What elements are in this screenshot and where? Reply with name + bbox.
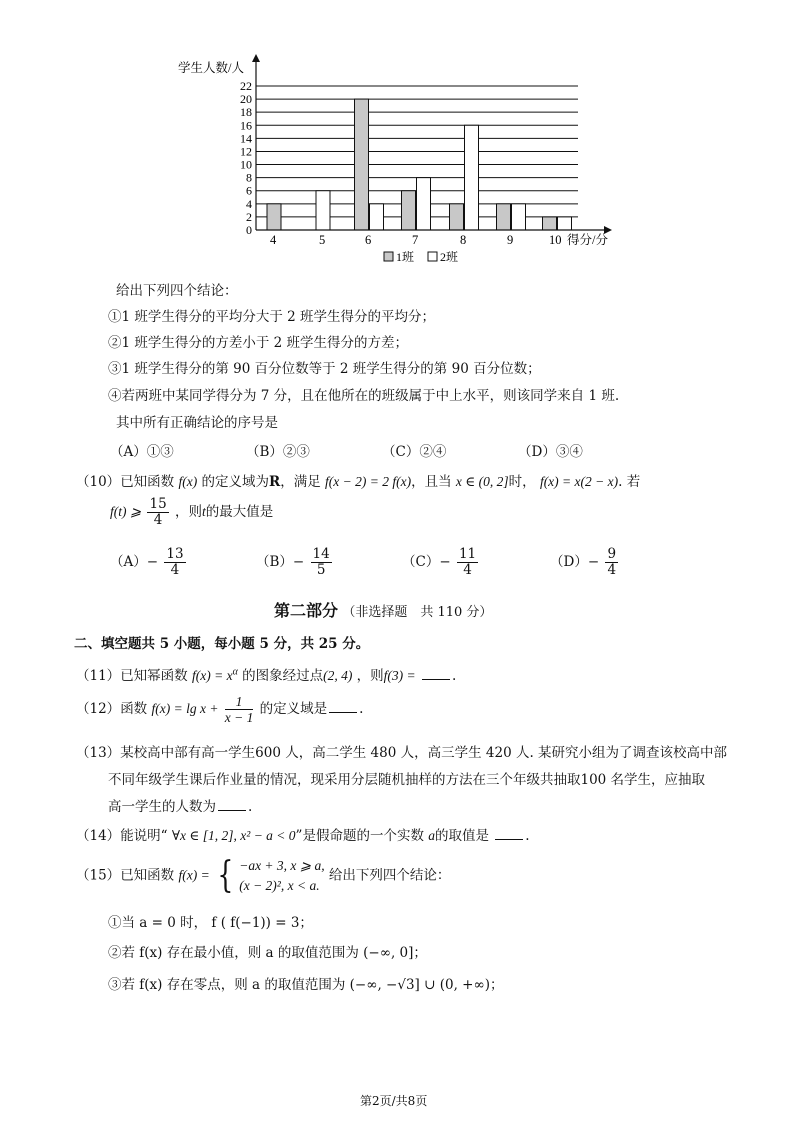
section2-heading: 二、填空题共 5 小题，每小题 5 分，共 25 分。 (74, 636, 370, 652)
q11-answer-blank (422, 667, 450, 680)
y-tick-label: 10 (240, 157, 252, 172)
legend-swatch-class1 (384, 252, 393, 261)
q11: （11）已知幂函数 $f(x) = x^\alpha$ 的图象经过点(2, 4) ，则f(3) = . (76, 666, 457, 684)
bar-class1 (355, 99, 369, 230)
q12-answer-blank (329, 700, 357, 713)
bar-class1 (450, 204, 464, 230)
y-tick-label: 0 (246, 223, 252, 237)
page-footer: 第2页/共8页 (360, 1094, 428, 1108)
bar-class2 (316, 191, 330, 230)
x-tick-label: 7 (412, 233, 419, 247)
q10-option-d: （D）− $\frac{9}{4}$ (550, 546, 617, 578)
q9-intro: 给出下列四个结论： (116, 283, 238, 299)
bar-class2 (370, 204, 384, 230)
q15-case2: (x − 2)², x < a. (239, 878, 320, 893)
q9-item-1: ①1 班学生得分的平均分大于 2 班学生得分的平均分； (108, 309, 436, 325)
q13-line3: 高一学生的人数为 . (108, 799, 253, 815)
y-tick-label: 14 (240, 131, 252, 146)
y-axis-label: 学生人数/人 (178, 61, 244, 75)
q9-option-c: （C）②④ (382, 444, 447, 460)
part2-heading: 第二部分 （非选择题 共 110 分） (274, 601, 493, 620)
x-tick-label: 5 (319, 233, 326, 247)
q15-item-3: ③若 f(x) 存在零点，则 a 的取值范围为 (−∞, −√3] ∪ (0, +∞)； (108, 977, 504, 993)
q9-item-2: ②1 班学生得分的方差小于 2 班学生得分的方差； (108, 335, 409, 351)
q9-item-4: ④若两班中某同学得分为 7 分，且在他所在的班级属于中上水平，则该同学来自 1 班. (108, 388, 620, 404)
legend-swatch-class2 (428, 252, 437, 261)
q10-option-b: （B）− $\frac{14}{5}$ (256, 546, 330, 578)
x-tick-label: 10 (549, 233, 562, 247)
bar-class1 (543, 217, 557, 230)
q10-stem-line2: f(t) ⩾ $\frac{15}{4}$ ，则t的最大值是 (110, 496, 274, 528)
q14: （14）能说明“ ∀x ∈ [1, 2], x² − a < 0”是假命题的一个实数 a的取值是 . (76, 828, 530, 844)
q10-option-a: （A）− $\frac{13}{4}$ (110, 546, 184, 578)
x-tick-label: 8 (460, 233, 467, 247)
q10-fraction: $\frac{15}{4}$ (149, 496, 167, 528)
score-bar-chart (0, 0, 794, 270)
q15-stem: （15）已知函数 f(x) = { −ax + 3, x ⩾ a, (x − 2)², x < a. 给出下列四个结论： (76, 855, 451, 896)
y-tick-label: 20 (240, 92, 252, 107)
legend-label-class1: 1班 (396, 250, 415, 264)
x-tick-label: 6 (365, 233, 372, 247)
y-tick-label: 22 (240, 79, 252, 93)
q9-item-3: ③1 班学生得分的第 90 百分位数等于 2 班学生得分的第 90 百分位数； (108, 361, 541, 377)
q10-stem-line1: （10）已知函数 f(x) 的定义域为R，满足 f(x − 2) = 2 f(x)，且当 x ∈ (0, 2]时， f(x) = x(2 − x). 若 (76, 474, 641, 490)
bar-class2 (512, 204, 526, 230)
legend-label-class2: 2班 (440, 250, 459, 264)
bar-class1 (267, 204, 281, 230)
bar-class1 (402, 191, 416, 230)
bar-class2 (417, 178, 431, 230)
q12: （12）函数 f(x) = lg x + $\frac{1}{x - 1}$ 的定义域是 . (76, 694, 364, 725)
y-tick-label: 16 (240, 118, 252, 133)
bar-class2 (558, 217, 572, 230)
x-axis-label: 得分/分 (567, 233, 608, 247)
x-tick-label: 4 (270, 233, 277, 247)
q10-option-c: （C）− $\frac{11}{4}$ (402, 546, 477, 578)
y-tick-label: 18 (240, 105, 252, 120)
q13-line1: （13）某校高中部有高一学生600 人，高二学生 480 人，高三学生 420 人. 某研究小组为了调查该校高中部 (76, 745, 728, 761)
q9-option-b: （B）②③ (246, 444, 310, 460)
piecewise-brace: { (217, 855, 234, 896)
q9-option-a: （A）①③ (110, 444, 174, 460)
q9-option-d: （D）③④ (518, 444, 583, 460)
q14-answer-blank (495, 827, 523, 840)
q13-answer-blank (218, 798, 246, 811)
y-tick-label: 12 (240, 144, 252, 159)
bar-class2 (465, 125, 479, 230)
y-tick-label: 8 (246, 170, 252, 185)
q15-item-1: ①当 a = 0 时， f ( f(−1)) = 3； (108, 915, 313, 931)
bar-class1 (497, 204, 511, 230)
q13-line2: 不同年级学生课后作业量的情况，现采用分层随机抽样的方法在三个年级共抽取100 名学生，应抽取 (108, 772, 706, 788)
y-axis-arrow (252, 54, 260, 62)
q15-item-2: ②若 f(x) 存在最小值，则 a 的取值范围为 (−∞, 0]； (108, 945, 427, 961)
y-tick-label: 2 (246, 209, 252, 224)
q9-ask: 其中所有正确结论的序号是 (116, 415, 278, 431)
q15-case1: −ax + 3, x ⩾ a, (239, 858, 325, 873)
y-tick-label: 6 (246, 183, 252, 198)
y-tick-label: 4 (246, 196, 252, 211)
x-tick-label: 9 (507, 233, 514, 247)
